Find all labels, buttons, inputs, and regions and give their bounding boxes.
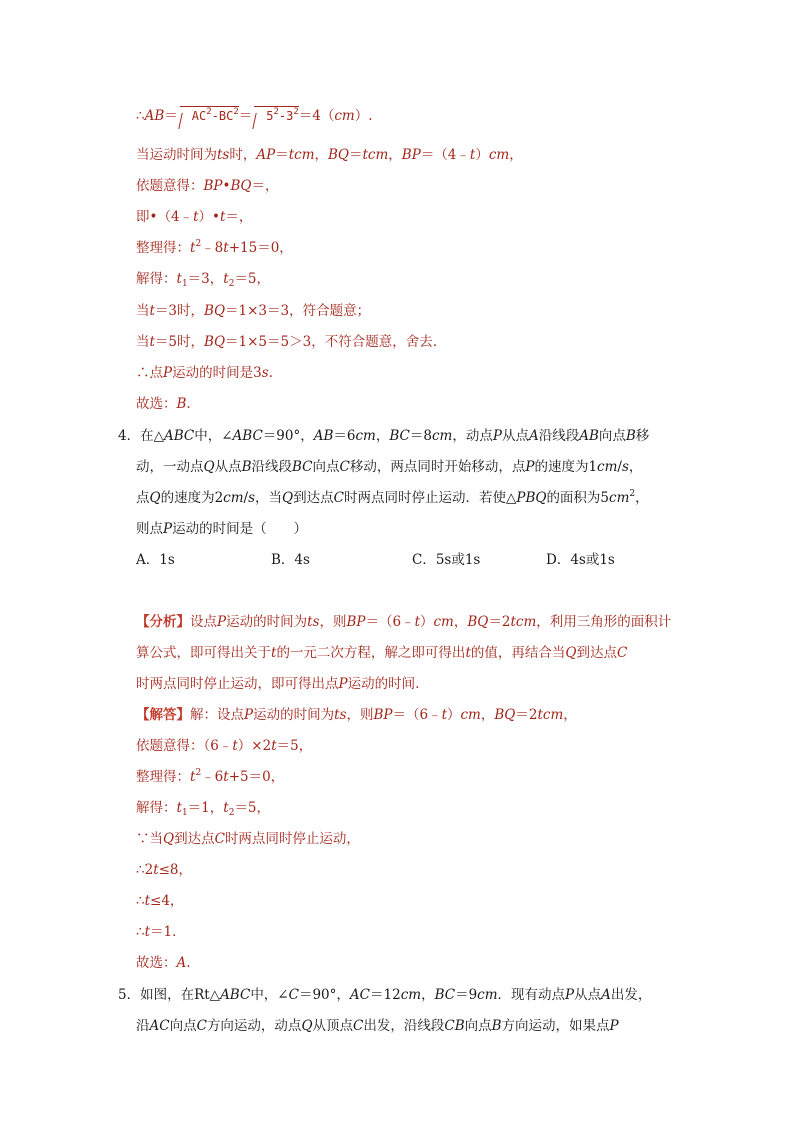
sol3-line-5: 整理得：$t^2﹣8t+15=0$， xyxy=(136,239,293,256)
q5-line-1: 5．如图，在Rt△ABC中，∠C＝90°，AC＝12cm，BC＝9cm．现有动点P从点A出发， xyxy=(118,987,652,1003)
sol3-line-3: 依题意得：BP•BQ＝， xyxy=(136,178,279,194)
sol3-line-10: 故选：B. xyxy=(136,396,191,412)
q4-line-2: 动，一动点Q从点B沿线段BC向点C移动，两点同时开始移动，点P的速度为1cm/s， xyxy=(136,459,643,475)
sol3-line-6: 解得：$t_1=3$，$t_2=5$， xyxy=(136,271,271,289)
sol3-ab-line: ∴AB＝ $AC^2-BC^2= 5^2-3^2=4(cm)$. xyxy=(136,106,373,127)
q4-line-3: 点Q的速度为2cm/s，当Q到达点C时两点同时停止运动．若使△PBQ的面积为$5cm^2$， xyxy=(136,489,649,506)
answer-tag: 【解答】 xyxy=(136,707,190,723)
q4-line-1: 4．在△ABC中，∠ABC＝90°，AB＝6cm，BC＝8cm，动点P从点A沿线段AB向点B移 xyxy=(118,428,650,444)
sqrt-5-3: $5^2-3^2$ xyxy=(254,106,299,127)
choice-d: D．4s或1s xyxy=(546,552,615,568)
sol4-line-h: 解得：$t_1=1$，$t_2=5$， xyxy=(136,800,271,818)
sol4-line-m: ∴t＝1． xyxy=(136,924,186,940)
q4-line-4: 则点P运动的时间是（ ） xyxy=(136,521,308,537)
sol3-line-7: 当t＝3时，BQ＝1×3＝3，符合题意； xyxy=(136,303,371,319)
sol3-line-8: 当t＝5时，BQ＝1×5＝5＞3，不符合题意，舍去. xyxy=(136,334,437,350)
choice-a: A．1s xyxy=(136,552,175,568)
sol4-analysis-line-2: 算公式，即可得出关于t的一元二次方程，解之即可得出t的值，再结合当Q到达点C xyxy=(136,645,628,661)
sol4-line-n: 故选：A. xyxy=(136,955,191,971)
sol4-answer-line-1: 【解答】解：设点P运动的时间为ts，则BP＝（6﹣t）cm，BQ＝2tcm， xyxy=(136,707,577,723)
choice-c: C．5s或1s xyxy=(412,552,481,568)
analysis-tag: 【分析】 xyxy=(136,614,190,630)
sol4-analysis-line-1: 【分析】设点P运动的时间为ts，则BP＝（6﹣t）cm，BQ＝2tcm，利用三角形的面积计 xyxy=(136,614,672,630)
sol4-line-g: 整理得：$t^2﹣6t+5=0$， xyxy=(136,768,285,785)
sol4-line-i: ∵当Q到达点C时两点同时停止运动， xyxy=(136,831,360,847)
q5-line-2: 沿AC向点C方向运动，动点Q从顶点C出发，沿线段CB向点B方向运动，如果点P xyxy=(136,1018,619,1034)
choice-b: B．4s xyxy=(271,552,310,568)
sol3-line-2: 当运动时间为ts时，AP＝tcm，BQ＝tcm，BP＝（4﹣t）cm， xyxy=(136,147,523,163)
sol4-line-k: ∴t≤4， xyxy=(136,893,184,909)
sol4-line-e: 依题意得：（6﹣t）×2t＝5， xyxy=(136,738,313,754)
sol3-line-4: 即•（4﹣t）•t＝， xyxy=(136,209,253,225)
sqrt-ac-bc: $AC^2-BC^2$ xyxy=(180,106,239,127)
q4-choices xyxy=(136,550,615,570)
sol4-analysis-line-3: 时两点同时停止运动，即可得出点P运动的时间. xyxy=(136,676,420,692)
sol4-line-j: ∴2t≤8， xyxy=(136,862,193,878)
sol3-line-9: ∴点P运动的时间是3s. xyxy=(136,365,273,381)
